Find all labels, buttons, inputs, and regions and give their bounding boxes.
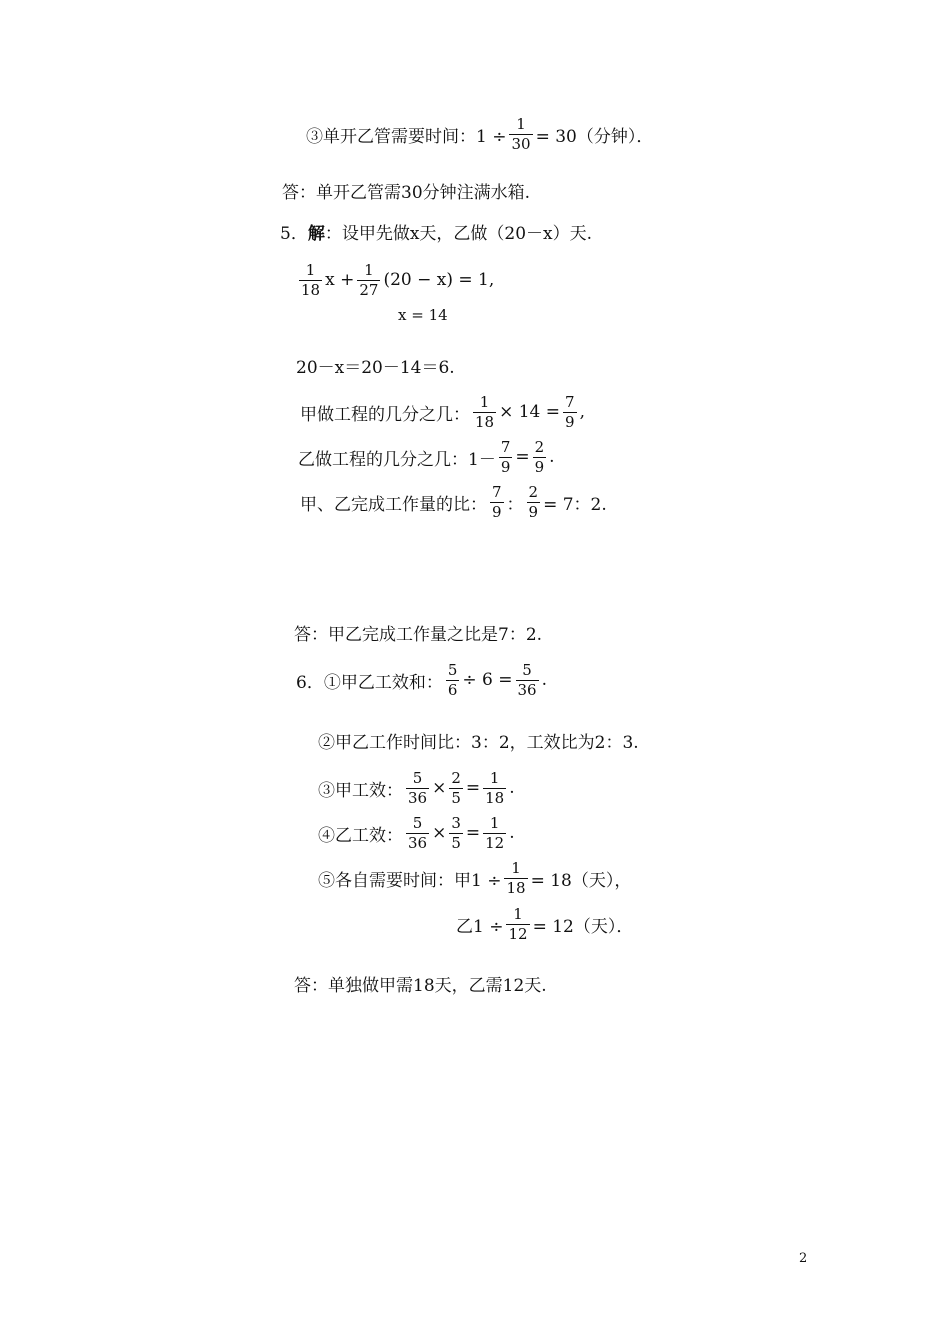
numerator: 2: [528, 483, 539, 501]
text: ④乙工效：: [318, 825, 403, 846]
numerator: 1: [479, 393, 490, 411]
numerator: 1: [516, 115, 526, 133]
denominator: 30: [511, 134, 531, 153]
text: =: [515, 447, 530, 467]
text: ③单开乙管需要时间：1 ÷: [306, 126, 507, 147]
fraction: [533, 439, 547, 475]
text: .: [509, 778, 515, 798]
text: ÷ 6 =: [462, 670, 513, 690]
fraction: [527, 484, 541, 520]
numerator: 1: [305, 261, 316, 279]
denominator: 9: [492, 502, 502, 521]
text: .: [549, 447, 555, 467]
text: x +: [325, 270, 355, 290]
calculation-line: [296, 353, 455, 378]
fraction: [506, 906, 529, 942]
numerator: 2: [451, 769, 461, 787]
fraction: [449, 770, 463, 806]
problem-5-heading: [280, 219, 592, 244]
text: = 12（天）．: [532, 916, 634, 937]
denominator: 12: [508, 924, 528, 943]
text: =: [465, 823, 481, 843]
fraction: [446, 662, 460, 698]
denominator: 9: [565, 412, 575, 431]
numerator: 1: [489, 769, 500, 787]
text: =: [465, 778, 481, 798]
text: 答：甲乙完成工作量之比是7：2.: [294, 625, 543, 645]
denominator: 27: [359, 280, 379, 299]
fraction: [509, 116, 532, 152]
fraction: [299, 262, 322, 298]
text: ⑤各自需要时间：甲1 ÷: [318, 870, 502, 891]
numerator: 2: [534, 438, 545, 456]
text: x = 14: [398, 306, 448, 324]
numerator: 7: [500, 438, 511, 456]
text: ③甲工效：: [318, 780, 403, 801]
denominator: 18: [485, 788, 505, 807]
numerator: 7: [492, 483, 502, 501]
text: 甲、乙完成工作量的比：: [300, 494, 487, 515]
numerator: 5: [522, 661, 532, 679]
numerator: 5: [412, 814, 423, 832]
step-3-line: [306, 116, 653, 152]
numerator: 5: [412, 769, 423, 787]
text: 甲做工程的几分之几：: [300, 404, 470, 425]
text: .: [509, 823, 515, 843]
text: 乙做工程的几分之几：1－: [298, 449, 496, 470]
fraction: [499, 439, 513, 475]
denominator: 36: [408, 833, 428, 852]
denominator: 18: [301, 280, 321, 299]
ratio-line: [300, 484, 607, 520]
yi-efficiency-line: [318, 815, 515, 851]
text: × 14 =: [499, 402, 561, 422]
text: ：: [506, 494, 524, 515]
solution-value-line: [398, 306, 448, 324]
text: 乙1 ÷: [456, 916, 504, 937]
numerator: 7: [565, 393, 575, 411]
text: ,: [579, 402, 585, 422]
text: (20 − x) = 1,: [383, 270, 495, 290]
numerator: 1: [364, 261, 374, 279]
text: 20－x＝20－14＝6.: [296, 358, 455, 378]
text: ×: [432, 823, 447, 843]
fraction: [406, 815, 429, 851]
fraction: [563, 394, 577, 430]
numerator: 3: [451, 814, 461, 832]
text: 答：单独做甲需18天，乙需12天.: [294, 976, 547, 996]
text: = 18（天），: [530, 870, 632, 891]
denominator: 18: [475, 412, 495, 431]
denominator: 5: [451, 833, 461, 852]
text: .: [541, 670, 547, 690]
text: ×: [432, 778, 447, 798]
answer-line: [294, 971, 547, 996]
fraction: [483, 770, 506, 806]
denominator: 36: [517, 680, 537, 699]
numerator: 1: [489, 814, 500, 832]
denominator: 36: [408, 788, 428, 807]
jia-fraction-line: [300, 394, 585, 430]
answer-line: [282, 178, 530, 203]
equation-line: [296, 262, 494, 298]
fraction: [449, 815, 463, 851]
text: 5．: [280, 224, 308, 244]
time-ratio-line: [318, 728, 639, 753]
fraction: [357, 262, 380, 298]
text: 6．①甲乙工效和：: [296, 672, 443, 693]
denominator: 18: [506, 878, 526, 897]
denominator: 5: [451, 788, 461, 807]
fraction: [504, 860, 527, 896]
bold-solution-label: 解: [307, 224, 325, 244]
page-number: 2: [799, 1251, 808, 1266]
numerator: 1: [511, 859, 521, 877]
text: ②甲乙工作时间比：3：2，工效比为2：3.: [318, 733, 639, 753]
answer-line: [294, 620, 542, 645]
fraction: [483, 815, 506, 851]
text: = 7：2.: [543, 494, 607, 515]
denominator: 9: [500, 457, 511, 476]
yi-fraction-line: [298, 439, 555, 475]
fraction: [406, 770, 429, 806]
fraction: [473, 394, 496, 430]
text: = 30（分钟）．: [535, 126, 654, 147]
denominator: 12: [485, 833, 505, 852]
jia-time-line: [318, 860, 631, 896]
text: ：设甲先做x天，乙做（20－x）天.: [324, 224, 593, 244]
jia-efficiency-line: [318, 770, 515, 806]
text: 答：单开乙管需30分钟注满水箱.: [282, 183, 531, 203]
numerator: 1: [513, 905, 523, 923]
yi-time-line: [456, 906, 633, 942]
denominator: 6: [447, 680, 458, 699]
denominator: 9: [534, 457, 545, 476]
fraction: [490, 484, 504, 520]
numerator: 5: [447, 661, 458, 679]
fraction: [516, 662, 539, 698]
denominator: 9: [528, 502, 539, 521]
problem-6-line: [296, 662, 547, 698]
